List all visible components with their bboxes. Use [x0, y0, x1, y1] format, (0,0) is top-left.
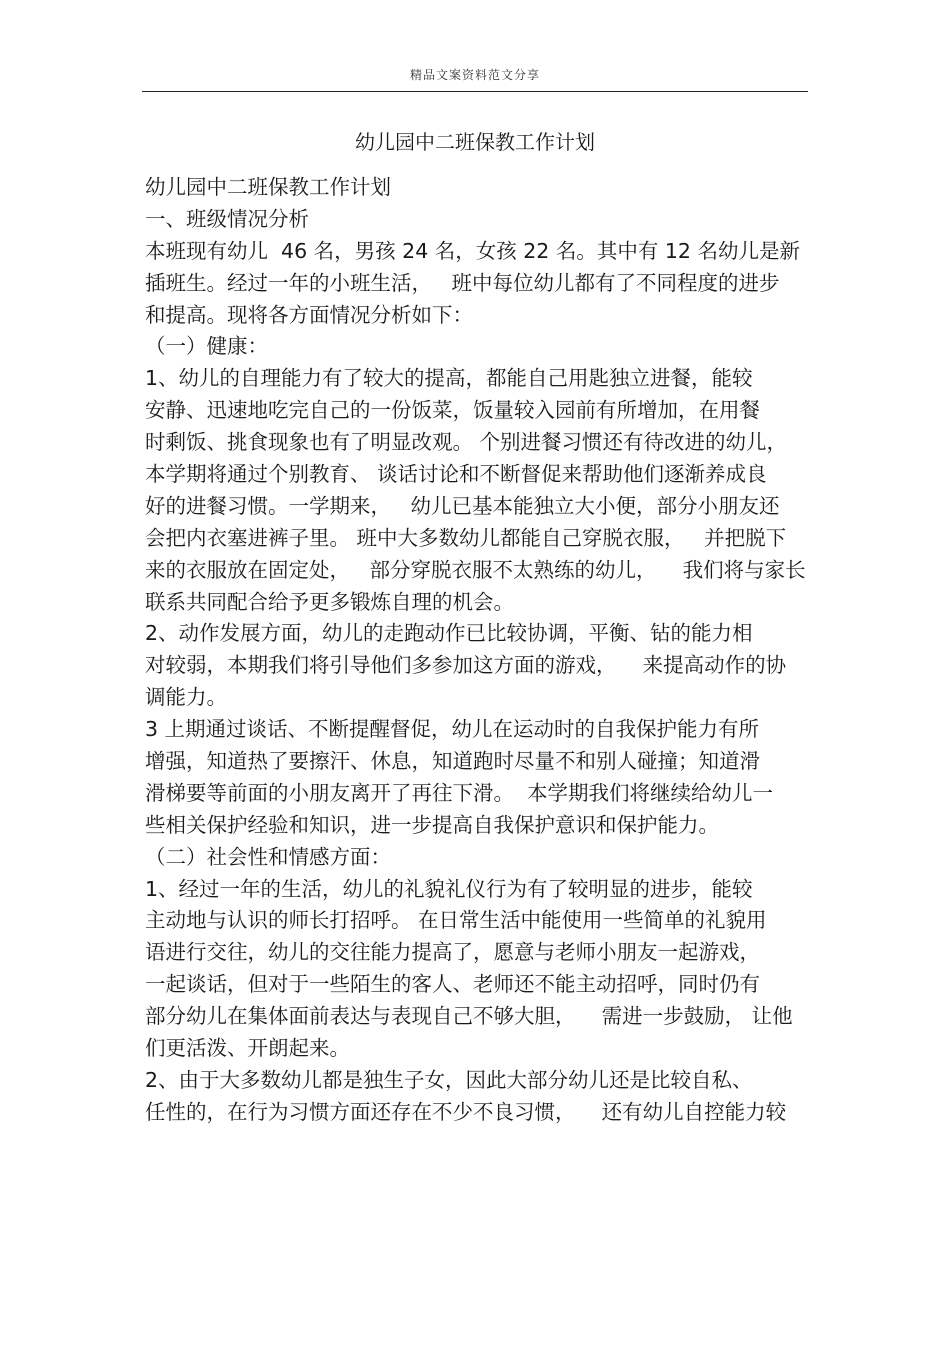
body-line: 一、班级情况分析 [145, 206, 309, 231]
body-line: 些相关保护经验和知识，进一步提高自我保护意识和保护能力。 [145, 812, 719, 837]
document-title: 幼儿园中二班保教工作计划 [355, 130, 595, 154]
body-line: （一）健康： [145, 334, 268, 359]
body-line: 任性的，在行为习惯方面还存在不少不良习惯， 还有幼儿自控能力较 [145, 1099, 787, 1124]
body-line: 安静、迅速地吃完自己的一份饭菜，饭量较入园前有所增加，在用餐 [145, 398, 760, 423]
document-body [145, 172, 815, 1129]
body-line: 1、经过一年的生活，幼儿的礼貌礼仪行为有了较明显的进步，能较 [145, 876, 753, 901]
body-line: 对较弱，本期我们将引导他们多参加这方面的游戏， 来提高动作的协 [145, 653, 787, 678]
body-line: 滑梯要等前面的小朋友离开了再往下滑。 本学期我们将继续给幼儿一 [145, 780, 774, 805]
body-line: 时剩饭、挑食现象也有了明显改观。 个别进餐习惯还有待改进的幼儿， [145, 430, 788, 455]
body-line: 联系共同配合给予更多锻炼自理的机会。 [145, 589, 514, 614]
body-line: 1、幼儿的自理能力有了较大的提高，都能自己用匙独立进餐，能较 [145, 366, 753, 391]
body-line: 们更活泼、开朗起来。 [145, 1036, 350, 1061]
body-line: 和提高。现将各方面情况分析如下： [145, 302, 473, 327]
body-line: 本学期将通过个别教育、 谈话讨论和不断督促来帮助他们逐渐养成良 [145, 462, 767, 487]
body-line: 幼儿园中二班保教工作计划 [145, 175, 391, 199]
body-line: 2、动作发展方面，幼儿的走跑动作已比较协调，平衡、钻的能力相 [145, 621, 753, 646]
page-header: 精品文案资料范文分享 [409, 68, 540, 82]
body-line: 3 上期通过谈话、不断提醒督促，幼儿在运动时的自我保护能力有所 [145, 717, 760, 742]
body-line: 插班生。经过一年的小班生活， 班中每位幼儿都有了不同程度的进步 [145, 270, 780, 295]
body-line: 本班现有幼儿 46 名，男孩 24 名，女孩 22 名。其中有 12 名幼儿是新 [145, 238, 800, 263]
body-line: 增强，知道热了要擦汗、休息，知道跑时尽量不和别人碰撞；知道滑 [145, 749, 760, 774]
body-line: 主动地与认识的师长打招呼。 在日常生活中能使用一些简单的礼貌用 [145, 908, 767, 933]
body-line: （二）社会性和情感方面： [145, 844, 391, 869]
body-line: 来的衣服放在固定处， 部分穿脱衣服不太熟练的幼儿， 我们将与家长 [145, 557, 806, 582]
body-line: 一起谈话，但对于一些陌生的客人、老师还不能主动招呼，同时仍有 [145, 972, 760, 997]
body-line: 部分幼儿在集体面前表达与表现自己不够大胆， 需进一步鼓励， 让他 [145, 1004, 793, 1029]
body-line: 语进行交往，幼儿的交往能力提高了，愿意与老师小朋友一起游戏， [145, 940, 760, 965]
body-line: 会把内衣塞进裤子里。 班中大多数幼儿都能自己穿脱衣服， 并把脱下 [145, 525, 787, 550]
body-line: 调能力。 [145, 685, 227, 710]
body-line: 好的进餐习惯。一学期来， 幼儿已基本能独立大小便，部分小朋友还 [145, 493, 780, 518]
body-line: 2、由于大多数幼儿都是独生子女，因此大部分幼儿还是比较自私、 [145, 1067, 753, 1092]
header-divider [142, 91, 808, 92]
